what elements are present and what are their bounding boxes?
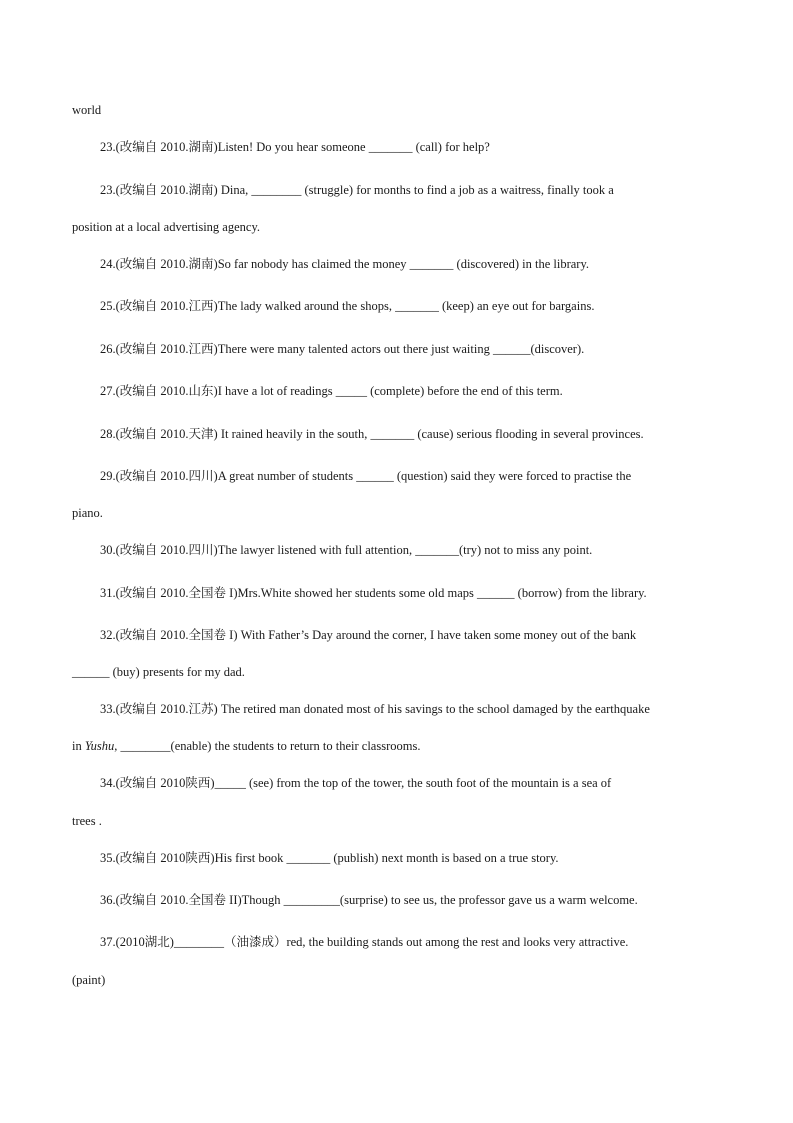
question-30: 30.(改编自 2010.四川)The lawyer listened with full attention, _______(try) not to miss any point. (100, 543, 593, 557)
question-37-cont: (paint) (72, 973, 106, 987)
q33-place: Yushu (84, 739, 115, 753)
question-32: 32.(改编自 2010.全国卷 I) With Father’s Day around the corner, I have taken some money out of the bank (100, 628, 637, 642)
question-34: 34.(改编自 2010陕西)_____ (see) from the top of the tower, the south foot of the mountain is a sea of (100, 776, 612, 790)
question-33-cont (72, 738, 420, 754)
text-line-world: world (72, 103, 102, 117)
question-36: 36.(改编自 2010.全国卷 II)Though _________(surprise) to see us, the professor gave us a warm welcome. (100, 893, 638, 907)
question-33: 33.(改编自 2010.江苏) The retired man donated most of his savings to the school damaged by the earthquake (100, 702, 650, 716)
question-29: 29.(改编自 2010.四川)A great number of students ______ (question) said they were forced to practise the (100, 469, 632, 483)
question-35: 35.(改编自 2010陕西)His first book _______ (publish) next month is based on a true story. (100, 851, 559, 865)
question-29-cont: piano. (72, 506, 103, 520)
question-25: 25.(改编自 2010.江西)The lady walked around the shops, _______ (keep) an eye out for bargains. (100, 299, 595, 313)
question-23b-cont: position at a local advertising agency. (72, 220, 261, 234)
question-28: 28.(改编自 2010.天津) It rained heavily in the south, _______ (cause) serious flooding in several provinces. (100, 427, 644, 441)
question-32-cont: ______ (buy) presents for my dad. (72, 665, 245, 679)
question-27: 27.(改编自 2010.山东)I have a lot of readings _____ (complete) before the end of this term. (100, 384, 563, 398)
question-23b: 23.(改编自 2010.湖南) Dina, ________ (struggle) for months to find a job as a waitress, finally took a (100, 183, 614, 197)
question-26: 26.(改编自 2010.江西)There were many talented actors out there just waiting ______(discover). (100, 342, 585, 356)
question-34-cont: trees . (72, 814, 102, 828)
question-31: 31.(改编自 2010.全国卷 I)Mrs.White showed her students some old maps ______ (borrow) from the library. (100, 586, 647, 600)
question-37: 37.(2010湖北)________（油漆成）red, the building stands out among the rest and looks very attractive. (100, 935, 629, 949)
question-24: 24.(改编自 2010.湖南)So far nobody has claimed the money _______ (discovered) in the library. (100, 257, 590, 271)
q33-rest: , ________(enable) the students to return to their classrooms. (114, 739, 421, 753)
q33-prefix: in (72, 739, 85, 753)
question-23a: 23.(改编自 2010.湖南)Listen! Do you hear someone _______ (call) for help? (100, 140, 490, 154)
